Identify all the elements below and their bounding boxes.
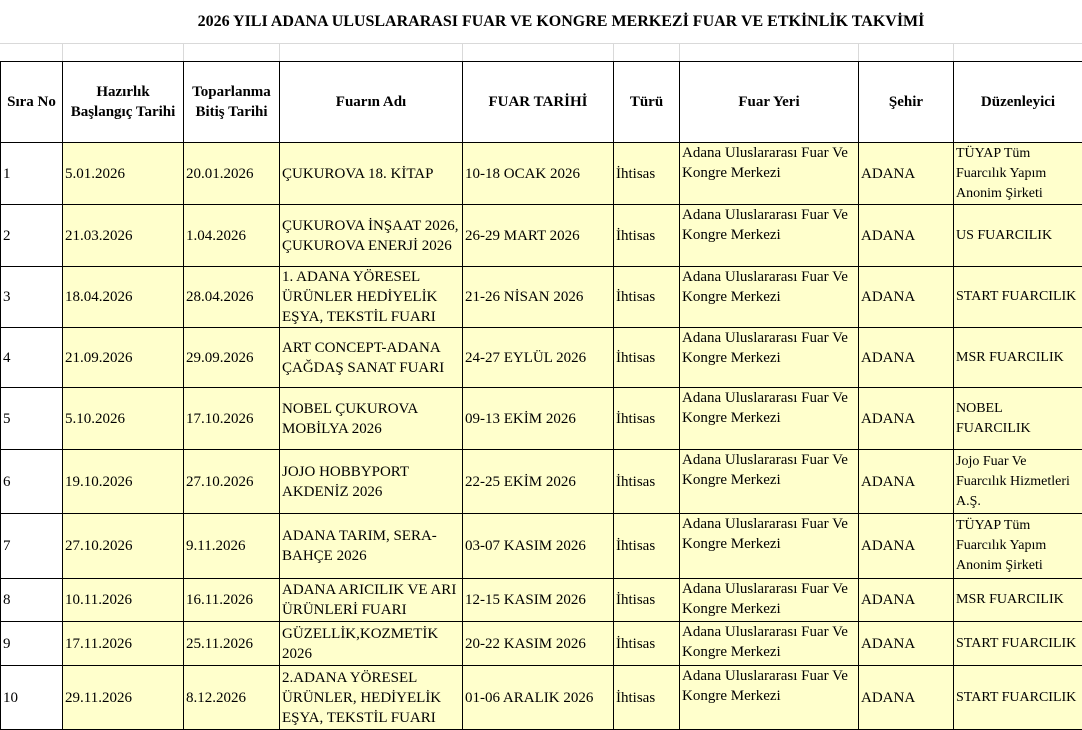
cell-sira-no[interactable]: 6 <box>1 450 63 514</box>
table-row <box>1 622 1082 666</box>
cell-fuar-tarihi[interactable]: 24-27 EYLÜL 2026 <box>463 328 614 388</box>
cell-toparlanma[interactable]: 9.11.2026 <box>184 514 280 579</box>
cell-sira-no[interactable]: 9 <box>1 622 63 666</box>
header-fuar-tarihi[interactable]: FUAR TARİHİ <box>463 62 614 143</box>
header-duzenleyici[interactable]: Düzenleyici <box>954 62 1082 143</box>
cell-sehir[interactable]: ADANA <box>859 328 954 388</box>
cell-fuar-yeri[interactable]: Adana Uluslararası Fuar Ve Kongre Merkezi <box>680 579 859 622</box>
cell-hazirlik[interactable]: 10.11.2026 <box>63 579 184 622</box>
cell-fuar-adi[interactable]: 2.ADANA YÖRESEL ÜRÜNLER, HEDİYELİK EŞYA, TEKSTİL FUARI <box>280 666 463 730</box>
cell-fuar-tarihi[interactable]: 09-13 EKİM 2026 <box>463 388 614 450</box>
cell-fuar-tarihi[interactable]: 01-06 ARALIK 2026 <box>463 666 614 730</box>
cell-turu[interactable]: İhtisas <box>614 579 680 622</box>
cell-fuar-tarihi[interactable]: 12-15 KASIM 2026 <box>463 579 614 622</box>
cell-fuar-yeri[interactable]: Adana Uluslararası Fuar Ve Kongre Merkezi <box>680 450 859 514</box>
cell-toparlanma[interactable]: 16.11.2026 <box>184 579 280 622</box>
header-toparlanma[interactable]: Toparlanma Bitiş Tarihi <box>184 62 280 143</box>
cell-sehir[interactable]: ADANA <box>859 666 954 730</box>
cell-fuar-tarihi[interactable]: 20-22 KASIM 2026 <box>463 622 614 666</box>
cell-hazirlik[interactable]: 5.10.2026 <box>63 388 184 450</box>
cell-fuar-yeri[interactable]: Adana Uluslararası Fuar Ve Kongre Merkezi <box>680 267 859 328</box>
cell-sira-no[interactable]: 1 <box>1 143 63 205</box>
cell-hazirlik[interactable]: 17.11.2026 <box>63 622 184 666</box>
table-row <box>1 205 1082 267</box>
cell-turu[interactable]: İhtisas <box>614 622 680 666</box>
header-turu[interactable]: Türü <box>614 62 680 143</box>
cell-hazirlik[interactable]: 27.10.2026 <box>63 514 184 579</box>
cell-sira-no[interactable]: 5 <box>1 388 63 450</box>
cell-hazirlik[interactable]: 21.03.2026 <box>63 205 184 267</box>
cell-fuar-adi[interactable]: ÇUKUROVA İNŞAAT 2026, ÇUKUROVA ENERJİ 2026 <box>280 205 463 267</box>
cell-sehir[interactable]: ADANA <box>859 514 954 579</box>
cell-hazirlik[interactable]: 18.04.2026 <box>63 267 184 328</box>
cell-sehir[interactable]: ADANA <box>859 622 954 666</box>
cell-turu[interactable]: İhtisas <box>614 514 680 579</box>
cell-sehir[interactable]: ADANA <box>859 450 954 514</box>
cell-toparlanma[interactable]: 17.10.2026 <box>184 388 280 450</box>
cell-duzenleyici[interactable]: MSR FUARCILIK <box>954 328 1082 388</box>
cell-fuar-yeri[interactable]: Adana Uluslararası Fuar Ve Kongre Merkezi <box>680 388 859 450</box>
cell-fuar-tarihi[interactable]: 22-25 EKİM 2026 <box>463 450 614 514</box>
table-row <box>1 143 1082 205</box>
cell-duzenleyici[interactable]: US FUARCILIK <box>954 205 1082 267</box>
header-row <box>1 62 1082 143</box>
cell-fuar-tarihi[interactable]: 26-29 MART 2026 <box>463 205 614 267</box>
cell-fuar-tarihi[interactable]: 03-07 KASIM 2026 <box>463 514 614 579</box>
cell-duzenleyici[interactable]: TÜYAP Tüm Fuarcılık Yapım Anonim Şirketi <box>954 514 1082 579</box>
cell-sehir[interactable]: ADANA <box>859 579 954 622</box>
cell-fuar-yeri[interactable]: Adana Uluslararası Fuar Ve Kongre Merkezi <box>680 143 859 205</box>
cell-duzenleyici[interactable]: TÜYAP Tüm Fuarcılık Yapım Anonim Şirketi <box>954 143 1082 205</box>
table-row <box>1 666 1082 730</box>
cell-fuar-adi[interactable]: ADANA ARICILIK VE ARI ÜRÜNLERİ FUARI <box>280 579 463 622</box>
cell-turu[interactable]: İhtisas <box>614 328 680 388</box>
cell-sira-no[interactable]: 2 <box>1 205 63 267</box>
header-sira-no[interactable]: Sıra No <box>1 62 63 143</box>
cell-toparlanma[interactable]: 27.10.2026 <box>184 450 280 514</box>
sheet-title[interactable]: 2026 YILI ADANA ULUSLARARASI FUAR VE KONGRE MERKEZİ FUAR VE ETKİNLİK TAKVİMİ <box>197 13 925 30</box>
cell-turu[interactable]: İhtisas <box>614 450 680 514</box>
cell-sehir[interactable]: ADANA <box>859 205 954 267</box>
cell-fuar-adi[interactable]: JOJO HOBBYPORT AKDENİZ 2026 <box>280 450 463 514</box>
cell-turu[interactable]: İhtisas <box>614 267 680 328</box>
cell-toparlanma[interactable]: 25.11.2026 <box>184 622 280 666</box>
table-row <box>1 267 1082 328</box>
cell-turu[interactable]: İhtisas <box>614 205 680 267</box>
cell-turu[interactable]: İhtisas <box>614 143 680 205</box>
cell-toparlanma[interactable]: 28.04.2026 <box>184 267 280 328</box>
cell-fuar-yeri[interactable]: Adana Uluslararası Fuar Ve Kongre Merkezi <box>680 666 859 730</box>
cell-fuar-adi[interactable]: ART CONCEPT-ADANA ÇAĞDAŞ SANAT FUARI <box>280 328 463 388</box>
cell-duzenleyici[interactable]: MSR FUARCILIK <box>954 579 1082 622</box>
header-sehir[interactable]: Şehir <box>859 62 954 143</box>
cell-turu[interactable]: İhtisas <box>614 666 680 730</box>
cell-duzenleyici[interactable]: START FUARCILIK <box>954 666 1082 730</box>
table-row <box>1 388 1082 450</box>
cell-sira-no[interactable]: 8 <box>1 579 63 622</box>
cell-fuar-adi[interactable]: NOBEL ÇUKUROVA MOBİLYA 2026 <box>280 388 463 450</box>
header-hazirlik[interactable]: Hazırlık Başlangıç Tarihi <box>63 62 184 143</box>
empty-grid-row <box>0 43 1082 63</box>
cell-toparlanma[interactable]: 8.12.2026 <box>184 666 280 730</box>
cell-fuar-adi[interactable]: ADANA TARIM, SERA-BAHÇE 2026 <box>280 514 463 579</box>
cell-hazirlik[interactable]: 5.01.2026 <box>63 143 184 205</box>
cell-fuar-yeri[interactable]: Adana Uluslararası Fuar Ve Kongre Merkezi <box>680 514 859 579</box>
cell-sehir[interactable]: ADANA <box>859 143 954 205</box>
cell-fuar-yeri[interactable]: Adana Uluslararası Fuar Ve Kongre Merkezi <box>680 328 859 388</box>
cell-fuar-tarihi[interactable]: 21-26 NİSAN 2026 <box>463 267 614 328</box>
cell-hazirlik[interactable]: 21.09.2026 <box>63 328 184 388</box>
cell-sira-no[interactable]: 7 <box>1 514 63 579</box>
cell-hazirlik[interactable]: 19.10.2026 <box>63 450 184 514</box>
cell-duzenleyici[interactable]: NOBEL FUARCILIK <box>954 388 1082 450</box>
cell-toparlanma[interactable]: 1.04.2026 <box>184 205 280 267</box>
cell-sira-no[interactable]: 10 <box>1 666 63 730</box>
header-fuar-yeri[interactable]: Fuar Yeri <box>680 62 859 143</box>
cell-sira-no[interactable]: 4 <box>1 328 63 388</box>
cell-sehir[interactable]: ADANA <box>859 267 954 328</box>
table-row <box>1 328 1082 388</box>
cell-duzenleyici[interactable]: Jojo Fuar Ve Fuarcılık Hizmetleri A.Ş. <box>954 450 1082 514</box>
cell-sehir[interactable]: ADANA <box>859 388 954 450</box>
cell-fuar-yeri[interactable]: Adana Uluslararası Fuar Ve Kongre Merkezi <box>680 622 859 666</box>
table-row <box>1 579 1082 622</box>
cell-duzenleyici[interactable]: START FUARCILIK <box>954 267 1082 328</box>
cell-fuar-tarihi[interactable]: 10-18 OCAK 2026 <box>463 143 614 205</box>
cell-duzenleyici[interactable]: START FUARCILIK <box>954 622 1082 666</box>
cell-toparlanma[interactable]: 20.01.2026 <box>184 143 280 205</box>
header-fuar-adi[interactable]: Fuarın Adı <box>280 62 463 143</box>
table-row <box>1 450 1082 514</box>
cell-hazirlik[interactable]: 29.11.2026 <box>63 666 184 730</box>
cell-sira-no[interactable]: 3 <box>1 267 63 328</box>
cell-fuar-adi[interactable]: GÜZELLİK,KOZMETİK 2026 <box>280 622 463 666</box>
fair-calendar-table <box>0 61 1082 730</box>
cell-fuar-adi[interactable]: 1. ADANA YÖRESEL ÜRÜNLER HEDİYELİK EŞYA, TEKSTİL FUARI <box>280 267 463 328</box>
table-row <box>1 514 1082 579</box>
cell-fuar-yeri[interactable]: Adana Uluslararası Fuar Ve Kongre Merkezi <box>680 205 859 267</box>
cell-toparlanma[interactable]: 29.09.2026 <box>184 328 280 388</box>
cell-turu[interactable]: İhtisas <box>614 388 680 450</box>
cell-fuar-adi[interactable]: ÇUKUROVA 18. KİTAP <box>280 143 463 205</box>
